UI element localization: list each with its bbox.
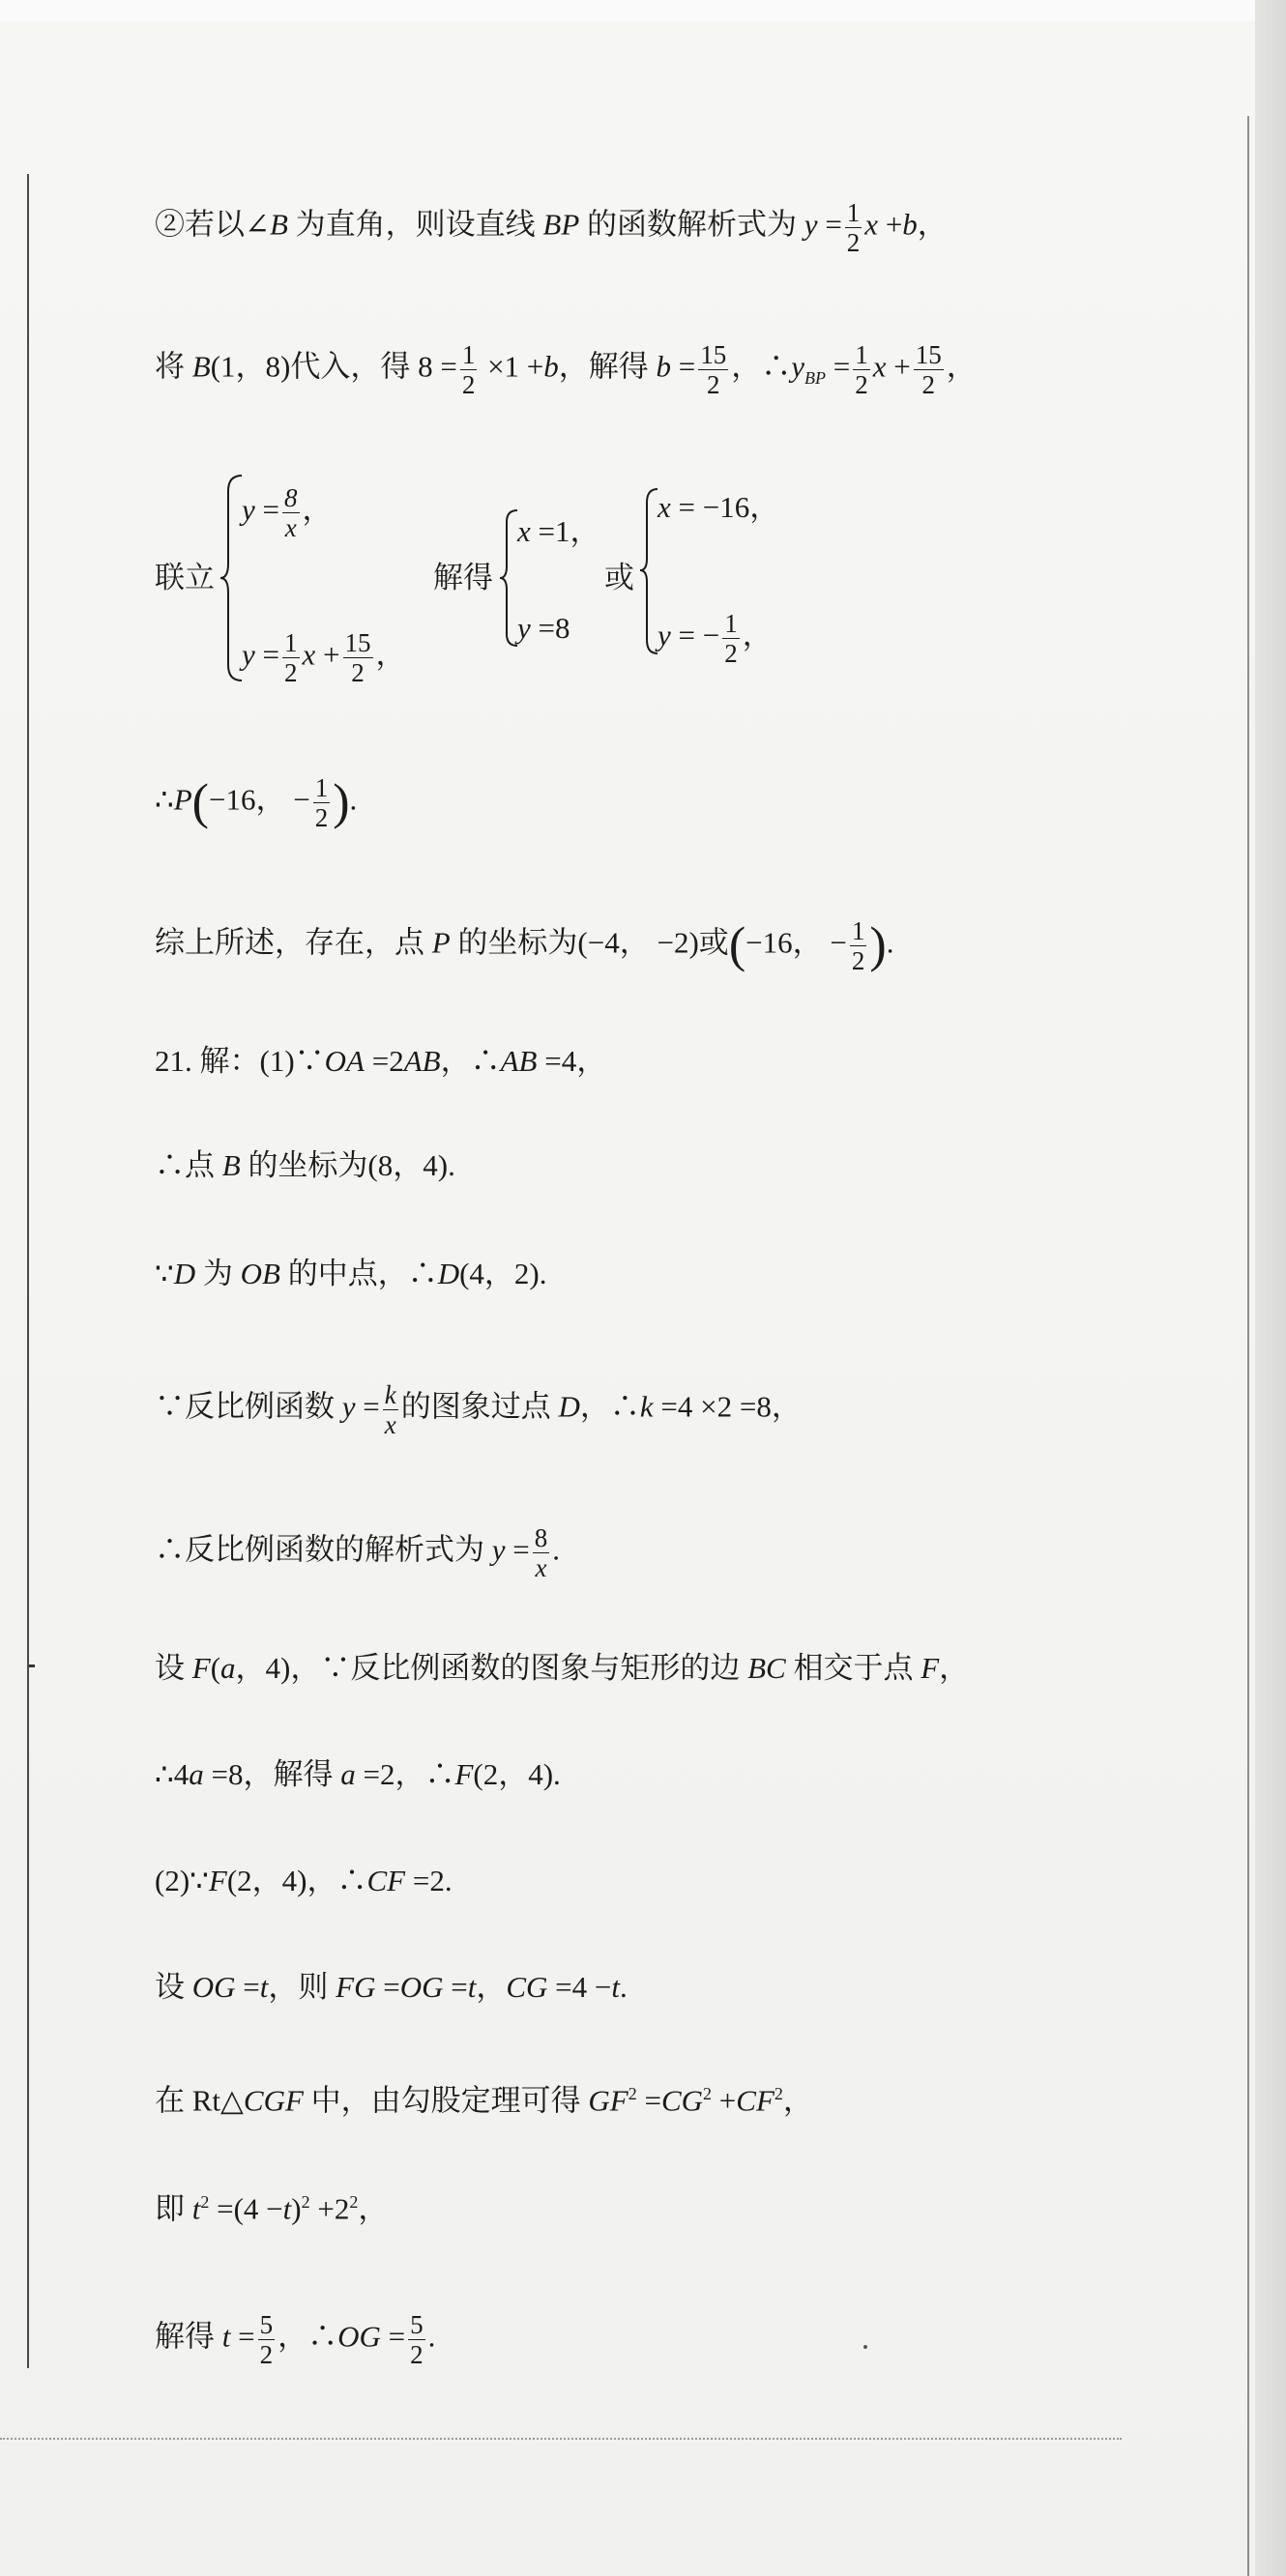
fraction: $\frac{1}{2}$ [855,340,868,399]
solution-summary-line: 综上所述，存在，点 P 的坐标为(−4， −2)或(−16， − $\frac{1}{2}$ ). [155,916,894,975]
problem-21-line-7: ∴4a =8，解得 a =2，∴F(2，4). [155,1757,561,1791]
jiede-label: 解得 [433,561,493,594]
fraction: $\frac{8}{x}$ [534,1523,548,1582]
fraction: $\frac{15}{2}$ [700,340,727,399]
system-row-2: y = $\frac{1}{2}$ x + $\frac{15}{2}$ ， [242,628,406,687]
problem-21-part2-line-4: 即 $t^2 =(4 -t)^2 +2^2$， [155,2191,389,2226]
fraction: $\frac{k}{x}$ [384,1380,396,1439]
problem-21-line-6: 设 F(a，4)，∵反比例函数的图象与矩形的边 BC 相交于点 F， [155,1651,970,1685]
fraction: $\frac{15}{2}$ [344,628,371,687]
problem-21-line-2: ∴点 B 的坐标为(8，4). [155,1148,455,1182]
fraction: $\frac{8}{x}$ [284,483,298,542]
huo-label: 或 [604,561,634,594]
solution-line-point-p: ∴P(−16， − $\frac{1}{2}$ ). [155,773,358,832]
top-margin-band [0,0,1286,21]
fraction: $\frac{5}{2}$ [259,2310,274,2369]
system-row-1: y = $\frac{8}{x}$ ， [242,483,333,542]
problem-21-line-3: ∵D 为 OB 的中点，∴D(4，2). [155,1257,547,1290]
equation-system-block [0,464,967,696]
solution-line-2: 将 B(1，8)代入，得 8 = $\frac{1}{2}$ ×1 +b，解得 b = $\frac{15}{2}$ ，$\therefore y_{BP}$ = $\frac{1}{2}$ x + $\frac{15}{2}$ ， [155,340,977,399]
scan-speck [863,2345,867,2349]
fraction: $\frac{1}{2}$ [284,628,298,687]
bottom-dotted-rule [0,2438,1122,2440]
fraction: $\frac{5}{2}$ [410,2310,424,2369]
problem-21-part2-line-3: 在 Rt△CGF 中，由勾股定理可得 $GF^2 =CG^2 +CF^2$， [155,2083,813,2118]
solution-b-row-2: y = − $\frac{1}{2}$ ， [658,609,773,668]
solution-a-row-1: x =1， [517,514,600,548]
solution-b-row-1: x = −16， [658,490,780,524]
right-margin-rule [1247,116,1249,2576]
problem-21-line-4: ∵反比例函数 y = $\frac{k}{x}$ 的图象过点 D，∴k =4 ×2 =8， [155,1380,802,1439]
problem-21-part2-line-1: (2)∵F(2，4)，∴CF =2. [155,1864,453,1897]
solution-line-1: ②若以∠B 为直角，则设直线 BP 的函数解析式为 y = $\frac{1}{2}$ x +b， [155,198,948,257]
problem-21-part2-line-5: 解得 t = $\frac{5}{2}$ ，∴OG = $\frac{5}{2}$ . [155,2310,436,2369]
fraction: $\frac{1}{2}$ [846,198,861,257]
fraction: $\frac{1}{2}$ [851,916,865,975]
lianli-label: 联立 [155,561,215,594]
fraction: $\frac{1}{2}$ [314,773,329,832]
fraction: $\frac{15}{2}$ [915,340,942,399]
page-right-edge [1255,0,1286,2576]
problem-21-line-1: 21. 解：(1)∵OA =2AB，∴AB =4， [155,1044,607,1078]
fraction: $\frac{1}{2}$ [461,340,476,399]
problem-21-part2-line-2: 设 OG =t，则 FG =OG =t，CG =4 −t. [155,1970,628,2004]
fraction: $\frac{1}{2}$ [724,609,738,668]
solution-a-row-2: y =8 [517,611,570,645]
problem-21-line-5: ∴反比例函数的解析式为 y = $\frac{8}{x}$ . [155,1523,560,1582]
margin-tick [29,1664,35,1667]
